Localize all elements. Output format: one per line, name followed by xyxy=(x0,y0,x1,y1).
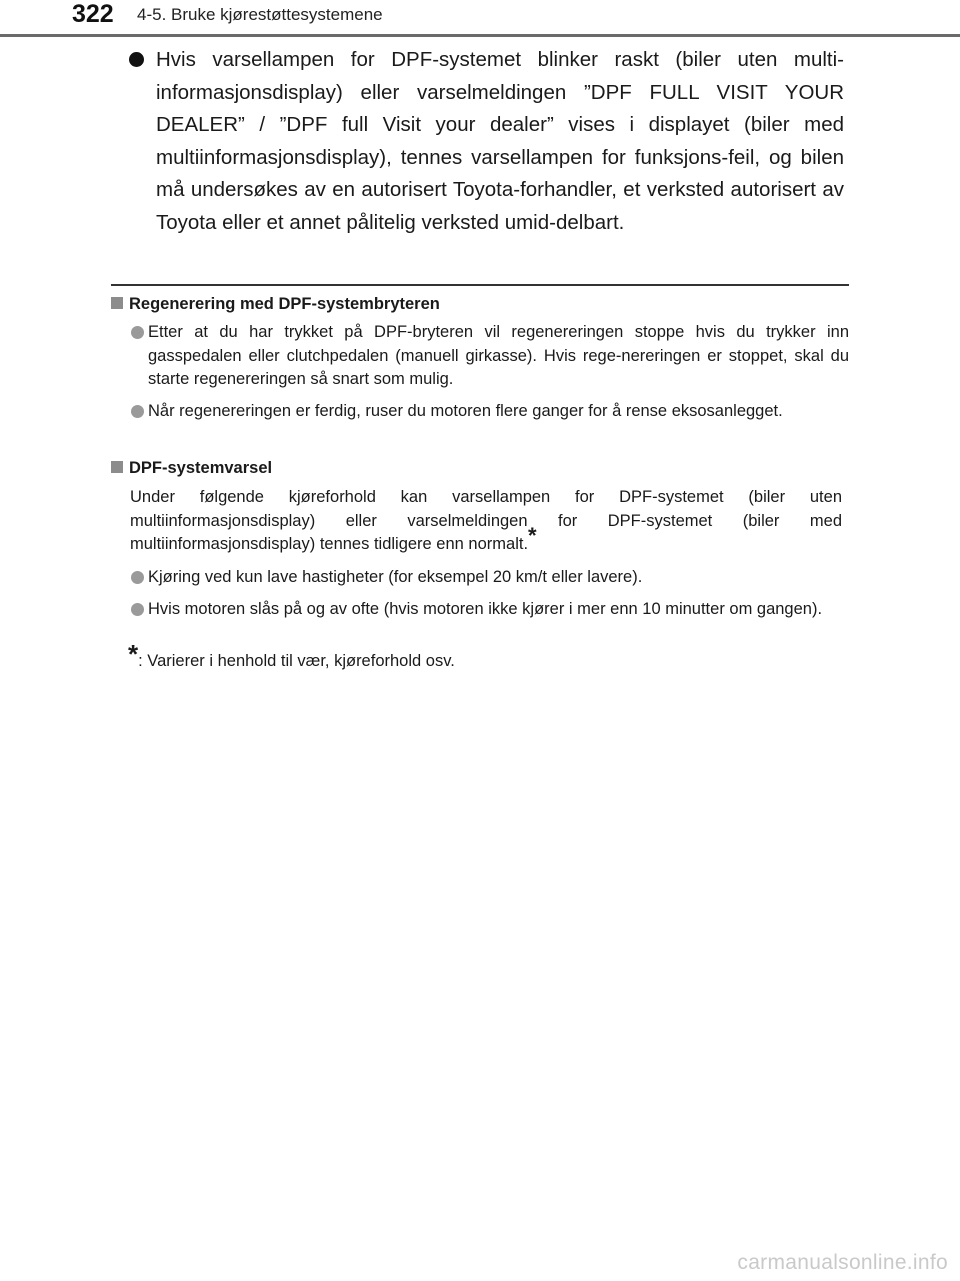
heading-dpf-warning-text: DPF-systemvarsel xyxy=(129,459,273,477)
footnote-marker-icon: * xyxy=(128,639,139,669)
heading-regeneration-text: Regenerering med DPF-systembryteren xyxy=(129,295,440,313)
footnote xyxy=(128,639,455,673)
bullet-icon xyxy=(131,326,144,339)
page-number: 322 xyxy=(72,0,114,28)
footnote-marker-icon: * xyxy=(528,523,537,548)
dpf-warning-intro-text: Under følgende kjøreforhold kan varsellampen for DPF-systemet (biler uten multiinformasjonsdisplay) eller varselmeldingen for DPF-systemet (biler med multiinformasjonsdisplay) tennes tidligere enn normalt. xyxy=(130,488,842,553)
bullet-icon xyxy=(131,603,144,616)
bullet-icon xyxy=(131,571,144,584)
list-item: Hvis motoren slås på og av ofte (hvis motoren ikke kjører i mer enn 10 minutter om gangen). xyxy=(148,600,823,618)
watermark: carmanualsonline.info xyxy=(737,1251,948,1274)
square-bullet-icon xyxy=(111,461,123,473)
heading-regeneration xyxy=(111,294,440,314)
section-divider xyxy=(111,284,849,286)
main-warning-paragraph: Hvis varsellampen for DPF-systemet blinker raskt (biler uten multi-informasjonsdisplay) eller varselmeldingen ”DPF FULL VISIT YOUR DEALER” / ”DPF full Visit your dealer” vises i displayet (biler med multiinformasjonsdisplay), tennes varsellampen for funksjons-feil, og bilen må undersøkes av en autorisert Toyota-forhandler, et verksted autorisert av Toyota eller et annet pålitelig verksted umid-delbart. xyxy=(156,48,844,234)
list-item: Når regenereringen er ferdig, ruser du motoren flere ganger for å rense eksosanlegget. xyxy=(148,402,783,420)
footnote-text: : Varierer i henhold til vær, kjøreforhold osv. xyxy=(138,652,455,670)
square-bullet-icon xyxy=(111,297,123,309)
section-title: 4-5. Bruke kjørestøttesystemene xyxy=(137,5,383,24)
list-item: Etter at du har trykket på DPF-bryteren vil regenereringen stoppe hvis du trykker inn gasspedalen eller clutchpedalen (manuell girkasse). Hvis rege-nereringen er stoppet, skal du starte regenereringen så snart som mulig. xyxy=(148,323,849,388)
list-item: Kjøring ved kun lave hastigheter (for eksempel 20 km/t eller lavere). xyxy=(148,568,643,586)
heading-dpf-warning xyxy=(111,458,272,478)
dpf-warning-intro xyxy=(130,486,842,557)
header-rule xyxy=(0,34,960,37)
bullet-icon xyxy=(131,405,144,418)
bullet-icon xyxy=(129,52,144,67)
